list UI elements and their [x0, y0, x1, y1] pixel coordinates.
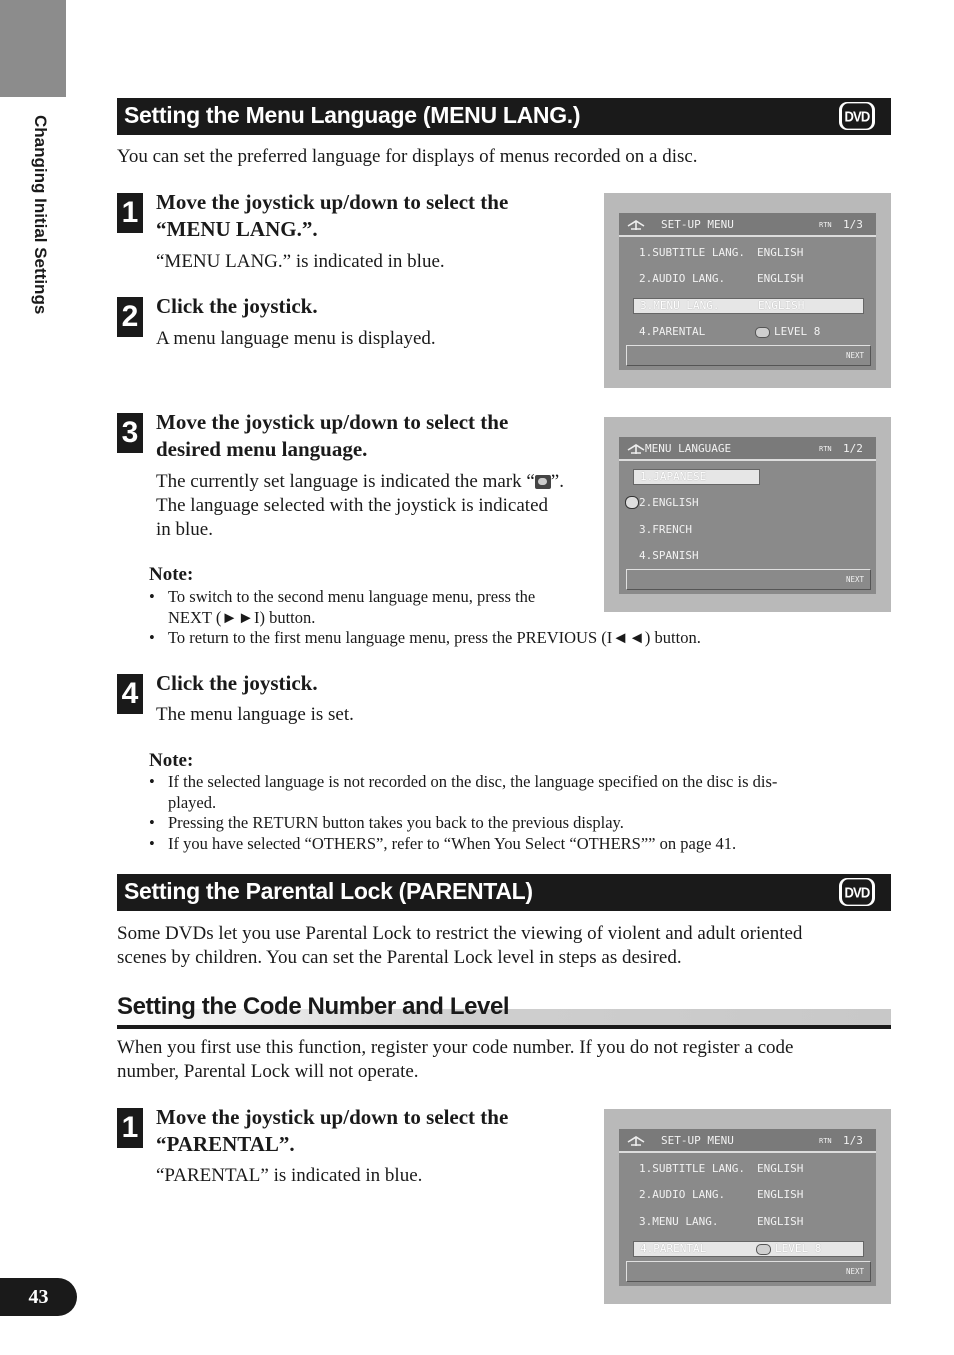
dvd-disc-icon: [627, 441, 645, 455]
menu-row-selected[interactable]: 4.PARENTAL LEVEL 8: [633, 1241, 864, 1257]
setup-menu-screen: [604, 193, 891, 388]
note-list: [149, 587, 701, 649]
note-heading: Note:: [149, 564, 194, 585]
dvd-disc-icon: [627, 1133, 645, 1147]
step-body: The currently set language is indicated the mark “ ”. The language selected with the joystick is indicated in blue.: [156, 471, 564, 540]
lock-icon: [755, 327, 770, 338]
language-row[interactable]: 2.ENGLISH: [639, 496, 699, 509]
menu-row-selected[interactable]: 3.MENU LANG. ENGLISH: [633, 298, 864, 314]
section-intro: Some DVDs let you use Parental Lock to restrict the viewing of violent and adult oriented scenes by children. You can set the Parental Lock level in steps as desired.: [117, 923, 803, 968]
setup-menu-screen: [604, 1109, 891, 1304]
note-list: [149, 772, 777, 854]
section-header-menu-lang: [117, 98, 891, 135]
step-title: Click the joystick.: [156, 294, 318, 318]
step-body: “PARENTAL” is indicated in blue.: [156, 1165, 423, 1186]
language-row[interactable]: 4.SPANISH: [639, 549, 699, 562]
subsection-header: [117, 993, 891, 1029]
menu-row[interactable]: 1.SUBTITLE LANG. ENGLISH: [639, 246, 804, 259]
dvd-disc-icon: [627, 217, 645, 231]
menu-row[interactable]: 1.SUBTITLE LANG. ENGLISH: [639, 1162, 804, 1175]
step-number: 4: [117, 674, 143, 714]
subsection-title: Setting the Code Number and Level: [117, 993, 510, 1020]
dvd-badge-icon: DVD: [839, 102, 875, 130]
step-body: The menu language is set.: [156, 704, 354, 725]
screen-titlebar: MENU LANGUAGE RTN 1/2: [619, 437, 876, 461]
step-title: Move the joystick up/down to select the desired menu language.: [156, 410, 509, 461]
next-bar[interactable]: NEXT: [626, 345, 871, 366]
note-item: • Pressing the RETURN button takes you back to the previous display.: [149, 813, 777, 834]
note-item: • If the selected language is not recorded on the disc, the language specified on the disc is dis- played.: [149, 772, 777, 813]
section-header-parental: [117, 874, 891, 911]
menu-row[interactable]: 2.AUDIO LANG. ENGLISH: [639, 1188, 804, 1201]
menu-row[interactable]: 4.PARENTAL LEVEL 8: [639, 325, 821, 338]
current-language-mark-icon: [535, 475, 551, 489]
menu-language-screen: [604, 417, 891, 612]
lock-icon: [756, 1244, 771, 1255]
menu-row[interactable]: 3.MENU LANG. ENGLISH: [639, 1215, 804, 1228]
step-number: 1: [117, 193, 143, 233]
note-item: • If you have selected “OTHERS”, refer to “When You Select “OTHERS”” on page 41.: [149, 834, 777, 855]
language-row-selected[interactable]: 1.JAPANESE: [633, 469, 760, 485]
language-row[interactable]: 3.FRENCH: [639, 523, 692, 536]
step-title: Click the joystick.: [156, 671, 318, 695]
note-item: • To switch to the second menu language menu, press the NEXT (►►I) button.: [149, 587, 701, 628]
section-title: Setting the Menu Language (MENU LANG.): [124, 102, 581, 128]
menu-row[interactable]: 2.AUDIO LANG. ENGLISH: [639, 272, 804, 285]
note-item: • To return to the first menu language menu, press the PREVIOUS (I◄◄) button.: [149, 628, 701, 649]
next-bar[interactable]: NEXT: [626, 569, 871, 590]
screen-titlebar: SET-UP MENU RTN 1/3: [619, 1129, 876, 1153]
step-title: Move the joystick up/down to select the “PARENTAL”.: [156, 1105, 509, 1156]
side-chapter-label: Changing Initial Settings: [31, 115, 50, 315]
page-number: 43: [0, 1278, 77, 1316]
step-body: A menu language menu is displayed.: [156, 328, 436, 349]
screen-titlebar: SET-UP MENU RTN 1/3: [619, 213, 876, 237]
step-number: 1: [117, 1108, 143, 1148]
subsection-intro: When you first use this function, register your code number. If you do not register a code number, Parental Lock will not operate.: [117, 1037, 794, 1082]
section-intro: You can set the preferred language for displays of menus recorded on a disc.: [117, 146, 698, 167]
side-tab-block: [0, 0, 66, 97]
step-number: 2: [117, 297, 143, 337]
step-body: “MENU LANG.” is indicated in blue.: [156, 251, 445, 272]
next-bar[interactable]: NEXT: [626, 1261, 871, 1282]
dvd-badge-icon: DVD: [839, 878, 875, 906]
note-heading: Note:: [149, 750, 194, 771]
step-title: Move the joystick up/down to select the “MENU LANG.”.: [156, 190, 509, 241]
section-title: Setting the Parental Lock (PARENTAL): [124, 878, 533, 904]
step-number: 3: [117, 413, 143, 453]
